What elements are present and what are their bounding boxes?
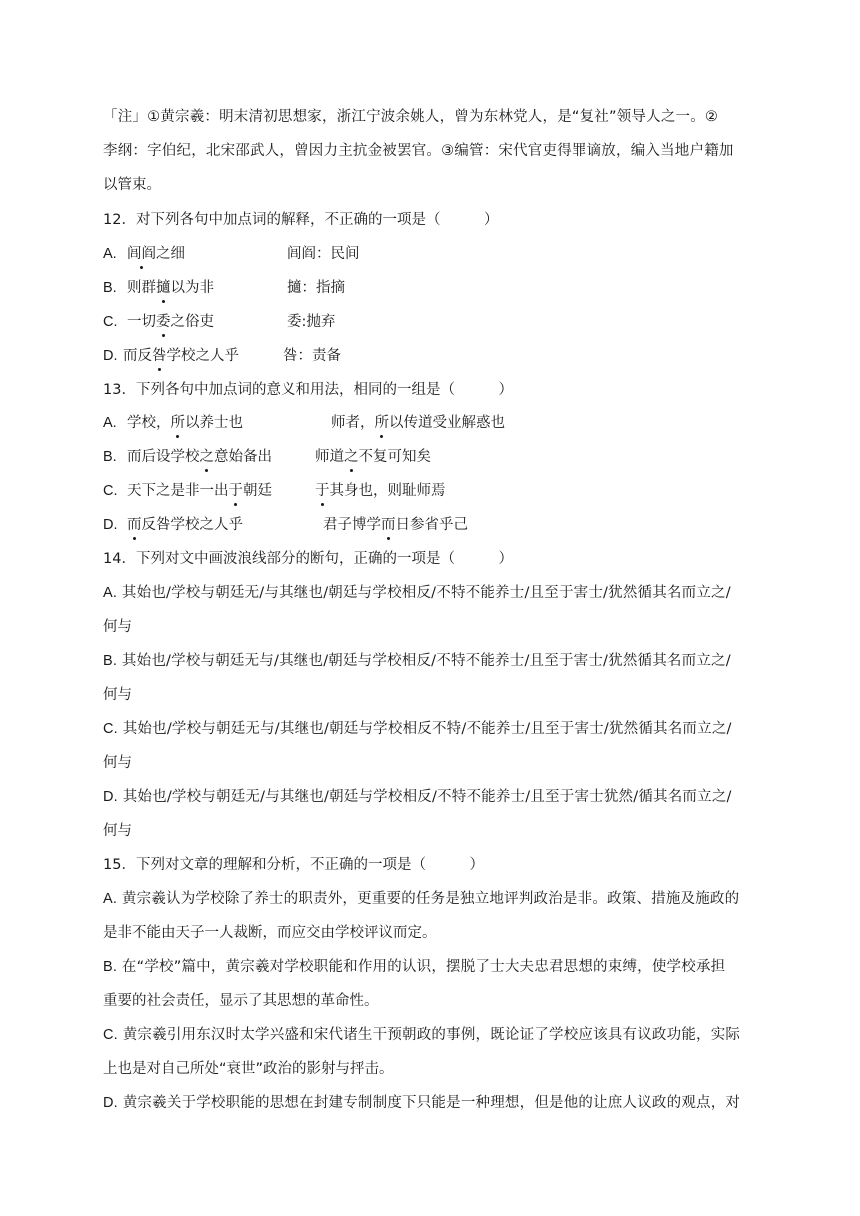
text-segment: C. <box>103 1027 118 1043</box>
text-segment: 以为非 <box>170 280 214 296</box>
q12-option-d[interactable] <box>103 346 341 366</box>
q12-option-c[interactable] <box>103 312 335 332</box>
q14-option-b-cont: 何与 <box>103 687 132 703</box>
text-segment: A. <box>103 585 118 601</box>
dotted-word: 而 <box>381 517 396 533</box>
text-segment: 以传道受业解惑也 <box>389 415 505 431</box>
dotted-word: 而 <box>127 517 142 533</box>
q12-stem: 12．对下列各句中加点词的解释，不正确的一项是（ ） <box>103 212 499 228</box>
q13-option-a[interactable] <box>103 413 505 433</box>
text-segment: 君子博学 <box>323 517 381 533</box>
text-segment: C. <box>103 721 118 737</box>
text-segment: 其始也/学校与朝廷无/与其继也/朝廷与学校相反/不特不能养士/且至于害士犹然/循其名而立之/ <box>122 789 732 805</box>
text-segment: D. <box>103 517 118 533</box>
q12-option-a[interactable] <box>103 244 360 264</box>
text-segment: 之俗吏 <box>170 314 214 330</box>
text-segment: 反咎学校之人乎 <box>141 517 243 533</box>
text-segment: C. <box>103 314 118 330</box>
q15-option-b-cont: 重要的社会责任，显示了其思想的革命性。 <box>103 993 379 1009</box>
gloss: 咎：责备 <box>283 348 341 364</box>
dotted-word: 于 <box>315 483 330 499</box>
q14-stem: 14．下列对文中画波浪线部分的断句，正确的一项是（ ） <box>103 551 513 567</box>
text-segment: 天下之是非一出 <box>127 483 229 499</box>
text-segment: D. <box>103 348 118 364</box>
gloss: 擿：指摘 <box>287 280 345 296</box>
text-segment: 其始也/学校与朝廷无与/其继也/朝廷与学校相反/不特不能养士/且至于害士/犹然循其名而立之/ <box>121 653 731 669</box>
q13-option-c[interactable] <box>103 481 446 501</box>
gloss: 委:抛弃 <box>287 314 336 330</box>
q13-stem: 13．下列各句中加点词的意义和用法，相同的一组是（ ） <box>103 382 513 398</box>
dotted-word: 所 <box>374 415 389 431</box>
text-segment: 其始也/学校与朝廷无与/其继也/朝廷与学校相反不特/不能养士/且至于害士/犹然循其名而立之/ <box>122 721 732 737</box>
q14-option-a-cont: 何与 <box>103 619 132 635</box>
note-line-2: 李纲：字伯纪，北宋邵武人，曾因力主抗金被罢官。③编管：宋代官吏得罪谪放，编入当地户籍加 <box>103 143 734 159</box>
text-segment: D. <box>103 1095 118 1111</box>
dotted-word: 擿 <box>156 280 171 296</box>
text-segment: 而后设学校 <box>127 449 200 465</box>
q15-option-c-cont: 上也是对自己所处“衰世”政治的影射与抨击。 <box>103 1061 394 1077</box>
dotted-word: 咎 <box>152 348 167 364</box>
q14-option-b[interactable] <box>103 651 731 671</box>
text-segment: 日参省乎己 <box>395 517 468 533</box>
dotted-word: 闾阎 <box>127 246 156 262</box>
text-segment: B. <box>103 280 117 296</box>
gloss: 闾阎：民间 <box>287 246 360 262</box>
text-segment: 学校， <box>127 415 171 431</box>
q15-option-c[interactable] <box>103 1025 740 1045</box>
q14-option-d[interactable] <box>103 787 732 807</box>
text-segment: A. <box>103 891 118 907</box>
text-segment: 一切 <box>127 314 156 330</box>
q14-option-d-cont: 何与 <box>103 823 132 839</box>
q15-option-d[interactable] <box>103 1093 740 1113</box>
text-segment: A. <box>103 246 117 262</box>
text-segment: 意始备出 <box>214 449 272 465</box>
q15-option-a-cont: 是非不能由天子一人裁断，而应交由学校评议而定。 <box>103 925 437 941</box>
text-segment: B. <box>103 653 118 669</box>
dotted-word: 委 <box>156 314 171 330</box>
text-segment: 不复可知矣 <box>358 449 431 465</box>
dotted-word: 于 <box>228 483 243 499</box>
text-segment: 学校之人乎 <box>166 348 239 364</box>
note-line-1: 「注」①黄宗羲：明末清初思想家，浙江宁波余姚人，曾为东林党人，是“复社”领导人之一。② <box>103 109 719 125</box>
q13-option-d[interactable] <box>103 515 468 535</box>
text-segment: A. <box>103 415 117 431</box>
q15-stem: 15．下列对文章的理解和分析，不正确的一项是（ ） <box>103 857 484 873</box>
text-segment: 则群 <box>127 280 156 296</box>
dotted-word: 之 <box>344 449 359 465</box>
text-segment: 师者， <box>331 415 375 431</box>
q14-option-a[interactable] <box>103 583 731 603</box>
text-segment: D. <box>103 789 118 805</box>
text-segment: 师道 <box>315 449 344 465</box>
dotted-word: 之 <box>199 449 214 465</box>
text-segment: 黄宗羲关于学校职能的思想在封建专制制度下只能是一种理想，但是他的让庶人议政的观点，对 <box>122 1095 741 1111</box>
text-segment: C. <box>103 483 118 499</box>
text-segment: 以养士也 <box>185 415 243 431</box>
q14-option-c-cont: 何与 <box>103 755 132 771</box>
text-segment: 朝廷 <box>243 483 272 499</box>
q15-option-a[interactable] <box>103 889 739 909</box>
note-line-3: 以管束。 <box>103 177 161 193</box>
text-segment: 之细 <box>156 246 185 262</box>
text-segment: B. <box>103 449 117 465</box>
text-segment: 黄宗羲引用东汉时太学兴盛和宋代诸生干预朝政的事例，既论证了学校应该具有议政功能，实际 <box>122 1027 741 1043</box>
text-segment: B. <box>103 959 118 975</box>
q15-option-b[interactable] <box>103 957 725 977</box>
text-segment: 在“学校”篇中，黄宗羲对学校职能和作用的认识，摆脱了士大夫忠君思想的束缚，使学校承担 <box>121 959 726 975</box>
q14-option-c[interactable] <box>103 719 732 739</box>
text-segment: 其始也/学校与朝廷无/与其继也/朝廷与学校相反/不特不能养士/且至于害士/犹然循其名而立之/ <box>121 585 731 601</box>
text-segment: 而反 <box>123 348 152 364</box>
text-segment: 黄宗羲认为学校除了养士的职责外，更重要的任务是独立地评判政治是非。政策、措施及施政的 <box>121 891 740 907</box>
q13-option-b[interactable] <box>103 447 431 467</box>
q12-option-b[interactable] <box>103 278 345 298</box>
dotted-word: 所 <box>170 415 185 431</box>
text-segment: 其身也，则耻师焉 <box>329 483 446 499</box>
